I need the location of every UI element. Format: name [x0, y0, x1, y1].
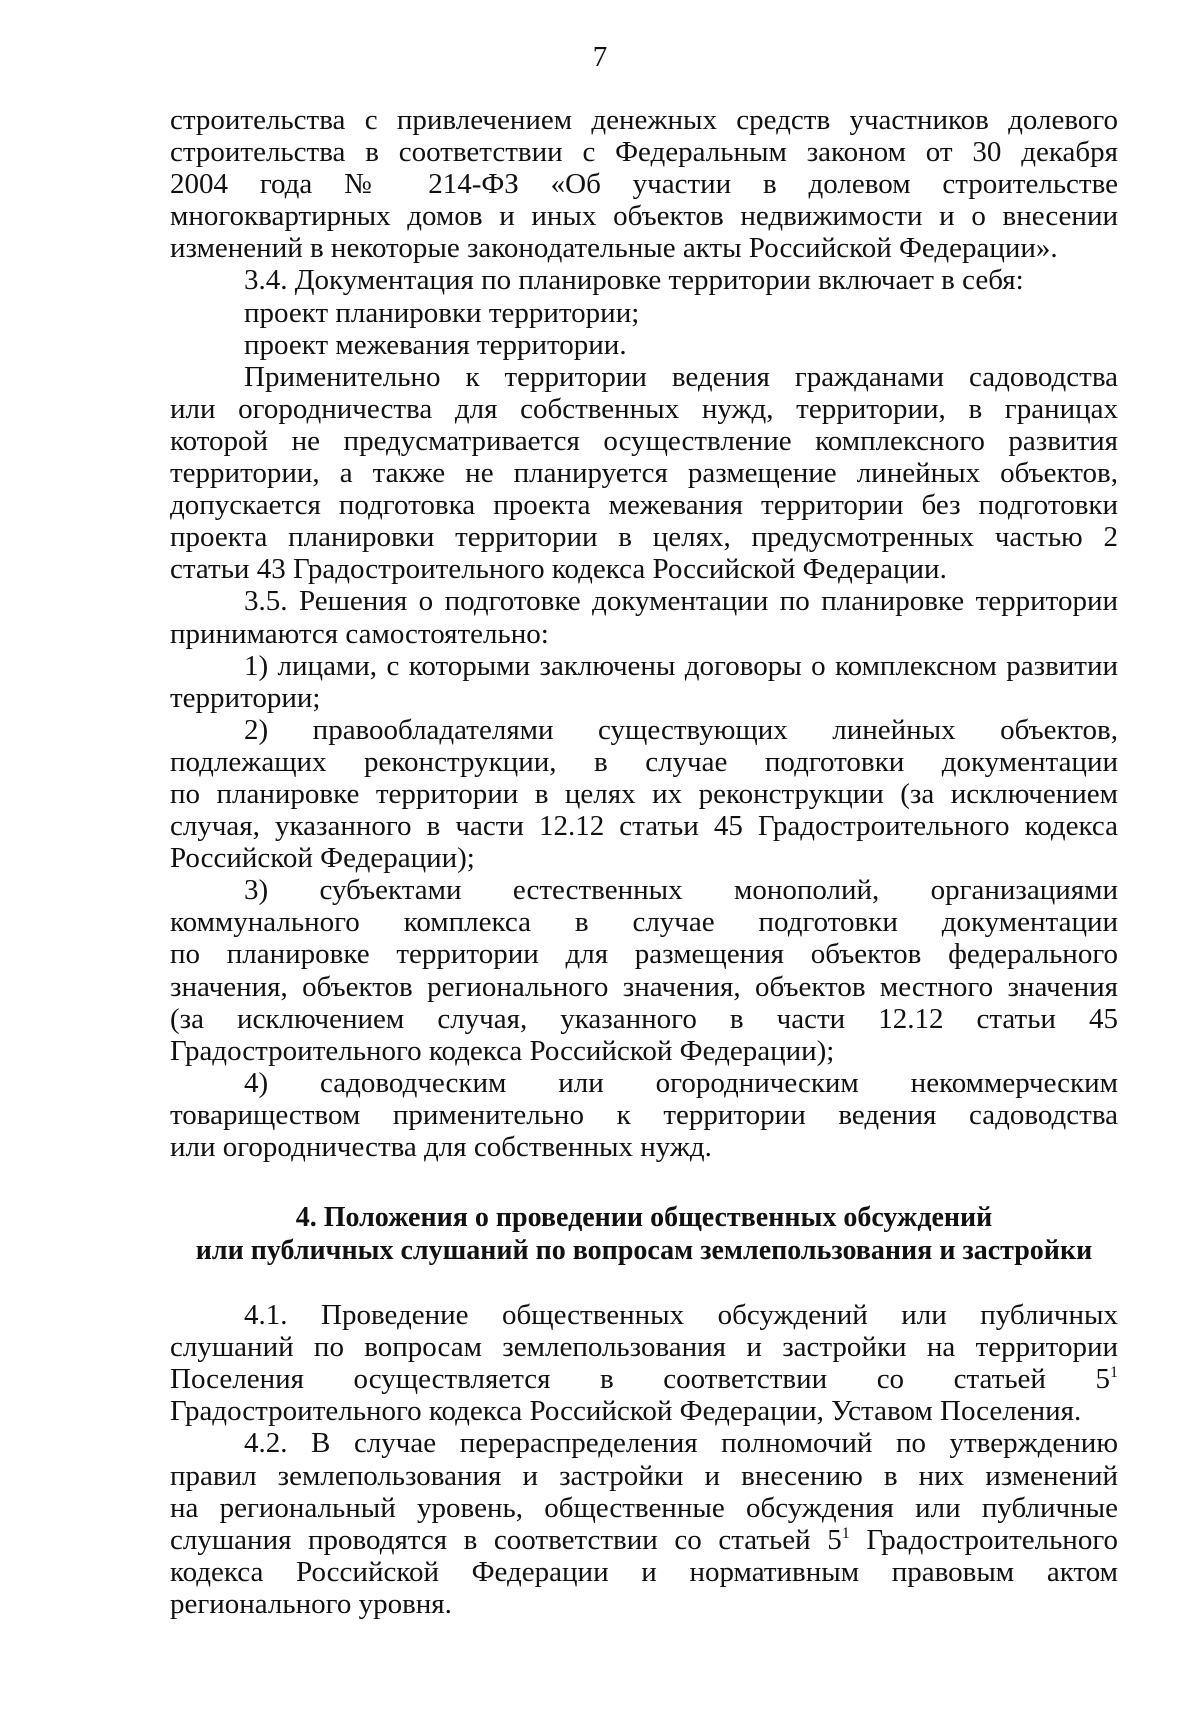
text-line: строительства в соответствии с Федеральным законом от 30 декабря: [170, 136, 1118, 169]
text-line: 2004 года № 214-ФЗ «Об участии в долевом строительстве: [170, 168, 1118, 201]
text-line: подлежащих реконструкции, в случае подготовки документации: [170, 745, 1118, 778]
text-line: которой не предусматривается осуществление комплексного развития: [170, 424, 1118, 457]
text-line: на региональный уровень, общественные обсуждения или публичные: [170, 1491, 1118, 1524]
superscript: 1: [841, 1524, 850, 1542]
text-line: по планировке территории в целях их реконструкции (за исключением: [170, 777, 1118, 810]
text-line: многоквартирных домов и иных объектов недвижимости и о внесении: [170, 200, 1118, 233]
section-heading: или публичных слушаний по вопросам землепользования и застройки: [195, 1235, 1093, 1267]
text-line: по планировке территории для размещения объектов федерального: [170, 938, 1118, 971]
text-line: изменений в некоторые законодательные акты Российской Федерации».: [170, 232, 1058, 265]
text-line: проекта планировки территории в целях, предусмотренных частью 2: [170, 521, 1118, 554]
text-line: или огородничества для собственных нужд.: [170, 1131, 712, 1163]
text-line: (за исключением случая, указанного в части 12.12 статьи 45: [170, 1002, 1118, 1035]
list-item: проект планировки территории;: [244, 296, 640, 329]
text-line: регионального уровня.: [170, 1587, 452, 1620]
text-line: или огородничества для собственных нужд, территории, в границах: [170, 392, 1118, 425]
text-line: случая, указанного в части 12.12 статьи 45 Градостроительного кодекса: [170, 810, 1118, 843]
clause-4-2: 4.2. В случае перераспределения полномочий по утверждению: [244, 1427, 1118, 1460]
clause-3-5-title: 3.5. Решения о подготовке документации по планировке территории: [244, 585, 1118, 618]
list-item: 4) садоводческим или огородническим некоммерческим: [244, 1066, 1118, 1099]
text-line: [170, 1363, 1118, 1395]
page-number: 7: [592, 41, 608, 73]
text-line: кодекса Российской Федерации и нормативным правовым актом: [170, 1555, 1118, 1588]
text-line: статьи 43 Градостроительного кодекса Российской Федерации.: [170, 553, 947, 586]
clause-3-4-title: 3.4. Документация по планировке территории включает в себя:: [244, 264, 1024, 297]
text-line: коммунального комплекса в случае подготовки документации: [170, 906, 1118, 939]
list-item: проект межевания территории.: [244, 328, 627, 361]
text-line: Градостроительного кодекса Российской Федерации, Уставом Поселения.: [170, 1395, 1082, 1428]
text-line: допускается подготовка проекта межевания территории без подготовки: [170, 489, 1118, 522]
document-body: [170, 104, 1118, 1620]
list-item: 2) правообладателями существующих линейных объектов,: [244, 713, 1118, 746]
text-line: слушаний по вопросам землепользования и застройки на территории: [170, 1331, 1118, 1364]
text-line: принимаются самостоятельно:: [170, 617, 549, 650]
superscript: 1: [1110, 1364, 1118, 1382]
list-item: 3) субъектами естественных монополий, организациями: [244, 874, 1118, 907]
text-line: строительства с привлечением денежных средств участников долевого: [170, 104, 1118, 136]
text-line: товариществом применительно к территории ведения садоводства: [170, 1098, 1118, 1131]
section-heading: 4. Положения о проведении общественных обсуждений: [295, 1202, 993, 1234]
text-span: Поселения осуществляется в соответствии со статьей 5: [170, 1363, 1110, 1396]
text-line: Градостроительного кодекса Российской Федерации);: [170, 1034, 835, 1067]
text-span: слушания проводятся в соответствии со статьей 5: [170, 1523, 842, 1556]
text-line: [170, 1524, 1118, 1556]
text-line: территории;: [170, 681, 321, 714]
text-line: Применительно к территории ведения гражданами садоводства: [244, 360, 1118, 393]
clause-4-1: 4.1. Проведение общественных обсуждений или публичных: [244, 1299, 1118, 1332]
text-line: Российской Федерации);: [170, 842, 475, 875]
text-line: значения, объектов регионального значения, объектов местного значения: [170, 970, 1118, 1003]
list-item: 1) лицами, с которыми заключены договоры о комплексном развитии: [244, 649, 1118, 682]
text-line: территории, а также не планируется размещение линейных объектов,: [170, 457, 1118, 490]
text-line: правил землепользования и застройки и внесению в них изменений: [170, 1459, 1118, 1492]
text-span: Градостроительного: [849, 1523, 1119, 1556]
